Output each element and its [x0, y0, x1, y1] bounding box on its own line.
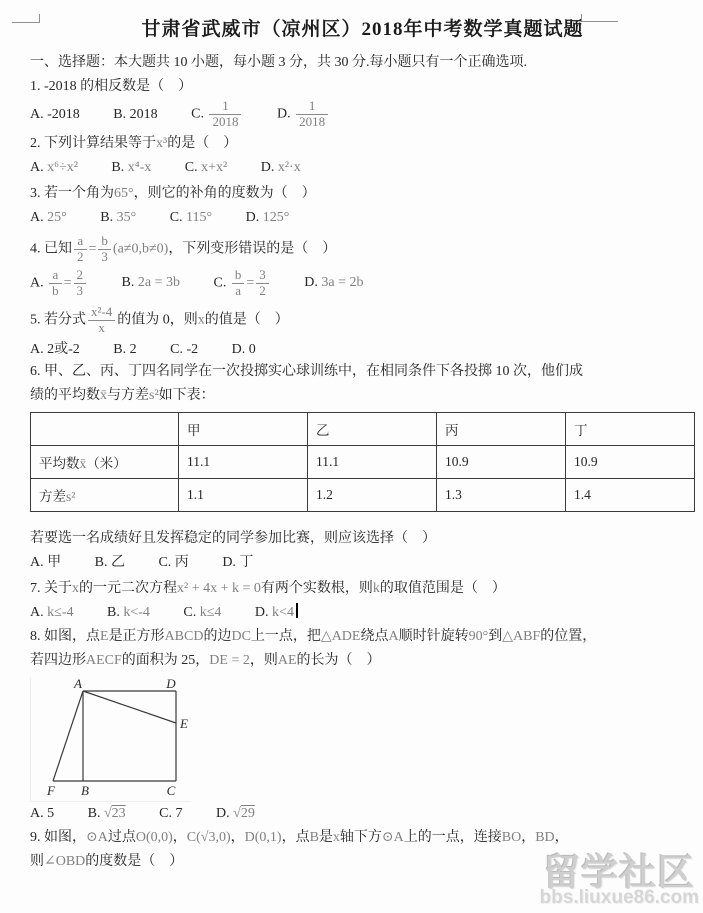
q1-option-b: B. 2018: [113, 106, 158, 122]
figure-label-d: D: [166, 676, 176, 691]
q4-condition: (a≠0,b≠0): [112, 241, 169, 257]
option-math: k<4: [272, 604, 294, 620]
q4-option-a-fraction-1: [49, 268, 62, 299]
fraction-numerator: 2: [76, 266, 84, 282]
label-text: 平均数: [39, 455, 80, 471]
q8-option-d: [216, 804, 255, 824]
option-label: B.: [100, 209, 117, 225]
label-text: （米）: [86, 455, 127, 471]
option-math: 3a = 2b: [321, 275, 364, 291]
radical-sign: √: [103, 805, 112, 821]
q3-option-b: [100, 208, 136, 228]
header-cell-ding: 丁: [566, 412, 695, 445]
option-label: A.: [30, 604, 48, 620]
scan-artifact-top-right: [581, 14, 618, 22]
watermark-url: bbs.liuxue86.com: [539, 887, 699, 908]
q5-stem-pre: 5. 若分式: [30, 312, 86, 328]
q6-options: [30, 553, 695, 573]
equals-sign: =: [63, 275, 72, 291]
q2-option-c: [185, 158, 227, 178]
option-label: D.: [304, 275, 322, 291]
header-cell-empty: [31, 412, 179, 445]
q4-options: [30, 268, 695, 299]
option-label: A.: [30, 275, 48, 291]
q6-option-b: B. 乙: [94, 554, 125, 570]
figure-label-e: E: [180, 715, 188, 731]
q7-option-c: [183, 603, 221, 623]
q7-option-b: [107, 603, 150, 623]
q8-options: [30, 804, 695, 824]
option-math: 115°: [186, 209, 213, 225]
radical-sign: √: [233, 805, 241, 821]
q4-fraction-1: [74, 234, 87, 265]
q5-option-c: C. -2: [170, 341, 199, 357]
option-label: C.: [184, 159, 202, 175]
fraction-denominator: x: [88, 320, 115, 336]
q2-option-a: [30, 158, 78, 178]
q4-stem-pre: 4. 已知: [30, 241, 72, 257]
q1-option-d-label: D.: [276, 106, 295, 122]
q3-option-c: [170, 208, 212, 228]
q2-stem: 2. 下列计算结果等于x³的是（ ）: [30, 135, 238, 151]
table-header-row: [31, 412, 695, 445]
fraction-numerator: a: [52, 266, 59, 282]
radicand: 29: [240, 805, 255, 821]
fraction-denominator: 2018: [209, 114, 241, 130]
q8-option-a: A. 5: [30, 805, 55, 821]
q2-options: [30, 158, 695, 178]
q4-option-c: [213, 268, 270, 299]
q5-option-d: D. 0: [231, 341, 256, 357]
q6-followup: 若要选一名成绩好且发挥稳定的同学参加比赛，则应该选择（ ）: [30, 530, 436, 546]
option-math: 2a = 3b: [137, 275, 180, 291]
sqrt-expression: [104, 806, 126, 821]
option-label: A.: [30, 209, 48, 225]
q4-stem: [30, 234, 695, 265]
q4-option-c-fraction-1: [232, 268, 245, 299]
fraction-numerator: a: [77, 232, 84, 248]
header-cell-bing: 丙: [437, 412, 566, 445]
fraction-numerator: 1: [308, 98, 316, 113]
q5-option-b: B. 2: [113, 341, 137, 357]
q3-option-d: [246, 208, 290, 228]
option-label: D.: [260, 159, 278, 175]
option-label: B.: [106, 604, 124, 620]
q1-option-d-fraction: [296, 99, 328, 130]
option-math: 125°: [262, 209, 290, 225]
figure-label-f: F: [47, 782, 55, 798]
q3-option-a: [30, 208, 67, 228]
cell-var-bing: 1.3: [437, 478, 566, 511]
option-math: k≤4: [199, 604, 222, 620]
row-label-mean: [31, 445, 179, 478]
equals-sign: =: [88, 241, 97, 257]
q9-stem-line2: 则∠OBD的度数是（ ）: [30, 853, 184, 869]
fraction-denominator: b: [49, 283, 62, 299]
table-row-mean: [31, 445, 695, 478]
watermark: [540, 854, 699, 907]
q4-option-c-fraction-2: [256, 268, 269, 299]
q2-option-b: [111, 158, 151, 178]
fraction-denominator: 3: [98, 249, 111, 265]
fraction-denominator: 2: [74, 249, 87, 265]
option-label: C.: [213, 275, 230, 291]
watermark-logo-text: 留学社区: [543, 852, 696, 893]
label-math: s²: [66, 488, 76, 504]
q8-stem-line2: 若四边形AECF的面积为 25，DE = 2，则AE的长为（ ）: [30, 652, 381, 668]
fraction-denominator: 2018: [296, 114, 328, 130]
fraction-numerator: b: [101, 232, 108, 248]
cell-mean-jia: 11.1: [179, 445, 308, 478]
q1-option-c: [191, 99, 243, 130]
q6-stem-line2: 绩的平均数x̄与方差s²如下表：: [30, 387, 215, 403]
option-label: B.: [87, 805, 104, 821]
figure-label-c: C: [166, 782, 176, 798]
q4-option-d: [304, 273, 363, 293]
q1-option-c-label: C.: [191, 106, 208, 122]
q4-fraction-2: [98, 234, 111, 265]
scan-artifact-top-left: [12, 14, 40, 23]
option-math: k≤-4: [47, 604, 74, 620]
equals-sign: =: [246, 275, 255, 291]
q5-options: [30, 340, 695, 360]
scores-table: [30, 412, 695, 512]
option-math: x⁴-x: [127, 159, 152, 175]
q5-stem: [30, 305, 695, 336]
option-math: 35°: [116, 209, 137, 225]
q7-options: [30, 603, 695, 623]
option-math: x⁶÷x²: [47, 159, 78, 175]
text-cursor: [296, 603, 298, 618]
q8-option-b: [88, 804, 126, 824]
q5-option-a: A. 2或-2: [30, 341, 80, 357]
q6-option-a: A. 甲: [30, 554, 62, 570]
fraction-numerator: 1: [222, 98, 229, 113]
fraction-denominator: 3: [74, 283, 87, 299]
q6-option-d: D. 丁: [222, 554, 254, 570]
fraction-numerator: x²-4: [91, 303, 113, 319]
fraction-denominator: a: [232, 283, 245, 299]
q1-option-c-fraction: [209, 99, 241, 130]
q1-option-d: [277, 99, 330, 130]
q1-options: [30, 99, 695, 130]
cell-mean-yi: 11.1: [308, 445, 437, 478]
exam-page: [0, 14, 703, 913]
figure-label-a: A: [74, 676, 82, 691]
option-label: C.: [183, 604, 200, 620]
fraction-denominator: 2: [256, 283, 269, 299]
q4-option-b: [122, 273, 180, 293]
q4-stem-post: ，下列变形错误的是（ ）: [168, 241, 337, 257]
q1-stem: 1. -2018 的相反数是（ ）: [30, 79, 193, 94]
q4-option-a: [30, 268, 88, 299]
label-math: x̄: [79, 455, 87, 471]
option-label: A.: [30, 159, 48, 175]
q2-option-d: [261, 158, 301, 178]
q6-option-c: C. 丙: [158, 554, 189, 570]
q3-options: [30, 208, 695, 228]
option-label: C.: [169, 209, 187, 225]
header-cell-jia: 甲: [179, 412, 308, 445]
section-header: 一、选择题：本大题共 10 小题，每小题 3 分，共 30 分.每小题只有一个正确选项.: [30, 55, 527, 70]
q7-option-a: [30, 603, 73, 623]
q5-stem-post: 的值为 0，则x的值是（ ）: [117, 312, 289, 328]
option-label: B.: [111, 159, 128, 175]
option-label: D.: [254, 604, 273, 620]
q3-stem: 3. 若一个角为65°，则它的补角的度数为（ ）: [30, 185, 316, 201]
option-math: x²·x: [277, 159, 301, 175]
option-math: x+x²: [201, 159, 228, 175]
cell-var-ding: 1.4: [566, 478, 695, 511]
q5-fraction: [88, 305, 115, 336]
figure-label-b: B: [81, 782, 89, 798]
cell-mean-bing: 10.9: [437, 445, 566, 478]
q6-stem-line1: 6. 甲、乙、丙、丁四名同学在一次投掷实心球训练中，在相同条件下各投掷 10 次，他们成: [30, 363, 583, 379]
q4-option-a-fraction-2: [74, 268, 87, 299]
q8-option-c: C. 7: [159, 805, 183, 821]
option-label: D.: [245, 209, 263, 225]
option-math: k<-4: [123, 604, 150, 620]
option-math: 25°: [47, 209, 67, 225]
cell-mean-ding: 10.9: [566, 445, 695, 478]
q9-stem-line1: 9. 如图，⊙A过点O(0,0)，C(√3,0)，D(0,1)，点B是x轴下方⊙A上的一点，连接BO，BD，: [30, 829, 569, 845]
fraction-numerator: 3: [259, 266, 266, 282]
header-cell-yi: 乙: [308, 412, 437, 445]
page-title: 甘肃省武威市（凉州区）2018年中考数学真题试题: [141, 19, 584, 40]
q7-stem: 7. 关于x的一元二次方程x² + 4x + k = 0有两个实数根，则k的取值范围是（ ）: [30, 580, 506, 596]
table-row-variance: [31, 478, 695, 511]
cell-var-jia: 1.1: [179, 478, 308, 511]
label-text: 方差: [39, 488, 66, 504]
q1-option-a: A. -2018: [30, 106, 80, 122]
square-rotation-diagram: [31, 677, 191, 801]
q8-stem-line1: 8. 如图，点E是正方形ABCD的边DC上一点，把△ADE绕点A顺时针旋转90°到△ABF的位置，: [30, 628, 597, 644]
option-label: D.: [216, 805, 234, 821]
option-label: B.: [121, 275, 138, 291]
radicand: 23: [111, 805, 126, 821]
row-label-variance: [31, 478, 179, 511]
q8-figure: [30, 677, 191, 802]
q7-option-d: [255, 603, 298, 623]
sqrt-expression: [233, 806, 255, 821]
cell-var-yi: 1.2: [308, 478, 437, 511]
fraction-numerator: b: [234, 266, 242, 282]
